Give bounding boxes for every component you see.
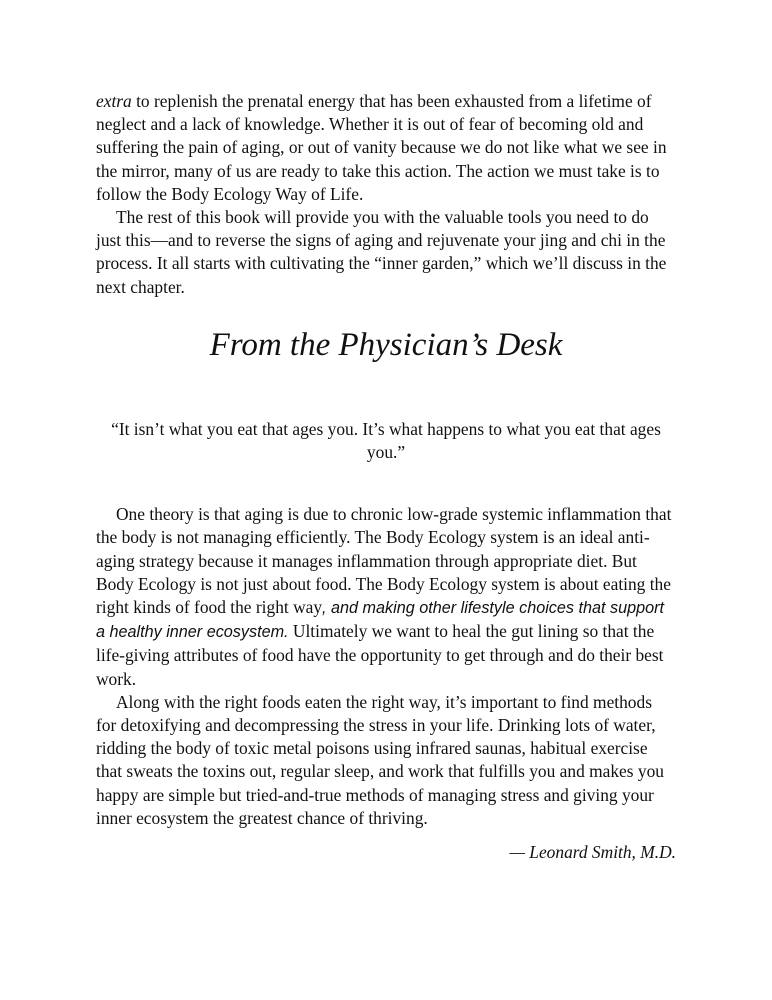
attribution: — Leonard Smith, M.D. (509, 842, 676, 863)
opening-paragraph (96, 90, 676, 206)
detox-paragraph: Along with the right foods eaten the right way, it’s important to find methods for detoxifying and decompressing the stress in your life. Drinking lots of water, ridding the body of toxic metal poisons using infrared saunas, habitual exercise that sweats the toxins out, regular sleep, and work that fulfills you and makes you happy are simple but tried-and-true methods of managing stress and giving your inner ecosystem the greatest chance of thriving. (96, 691, 664, 828)
physician-quote: “It isn’t what you eat that ages you. It’s what happens to what you eat that ages you.” (111, 418, 661, 463)
book-page (96, 90, 676, 864)
section-title: From the Physician’s Desk (209, 326, 563, 363)
next-chapter-paragraph: The rest of this book will provide you with the valuable tools you need to do just this—and to reverse the signs of aging and rejuvenate your jing and chi in the process. It all starts with cultivating the “inner garden,” which we’ll discuss in the next chapter. (96, 207, 667, 297)
lifestyle-emphasis: , and making other lifestyle choices that support a healthy inner ecosystem. (96, 599, 664, 642)
gut-lining-text: Ultimately we want to heal the gut lining so that the life-giving attributes of food have the opportunity to get through and do their best work. (96, 621, 664, 689)
emphasized-word: extra (96, 91, 132, 111)
inflammation-paragraph (96, 503, 676, 691)
inflammation-text: One theory is that aging is due to chronic low-grade systemic inflammation that the body is not managing efficiently. The Body Ecology system is an ideal anti-aging strategy because it manages inflammation through appropriate diet. But Body Ecology is not just about food. The Body Ecology system is about eating the right kinds of food the right way (96, 504, 672, 618)
opening-paragraph-text: to replenish the prenatal energy that has been exhausted from a lifetime of neglect and a lack of knowledge. Whether it is out of fear of becoming old and suffering the pain of aging, or out of vanity because we do not like what we see in the mirror, many of us are ready to take this action. The action we must take is to follow the Body Ecology Way of Life. (96, 91, 667, 204)
